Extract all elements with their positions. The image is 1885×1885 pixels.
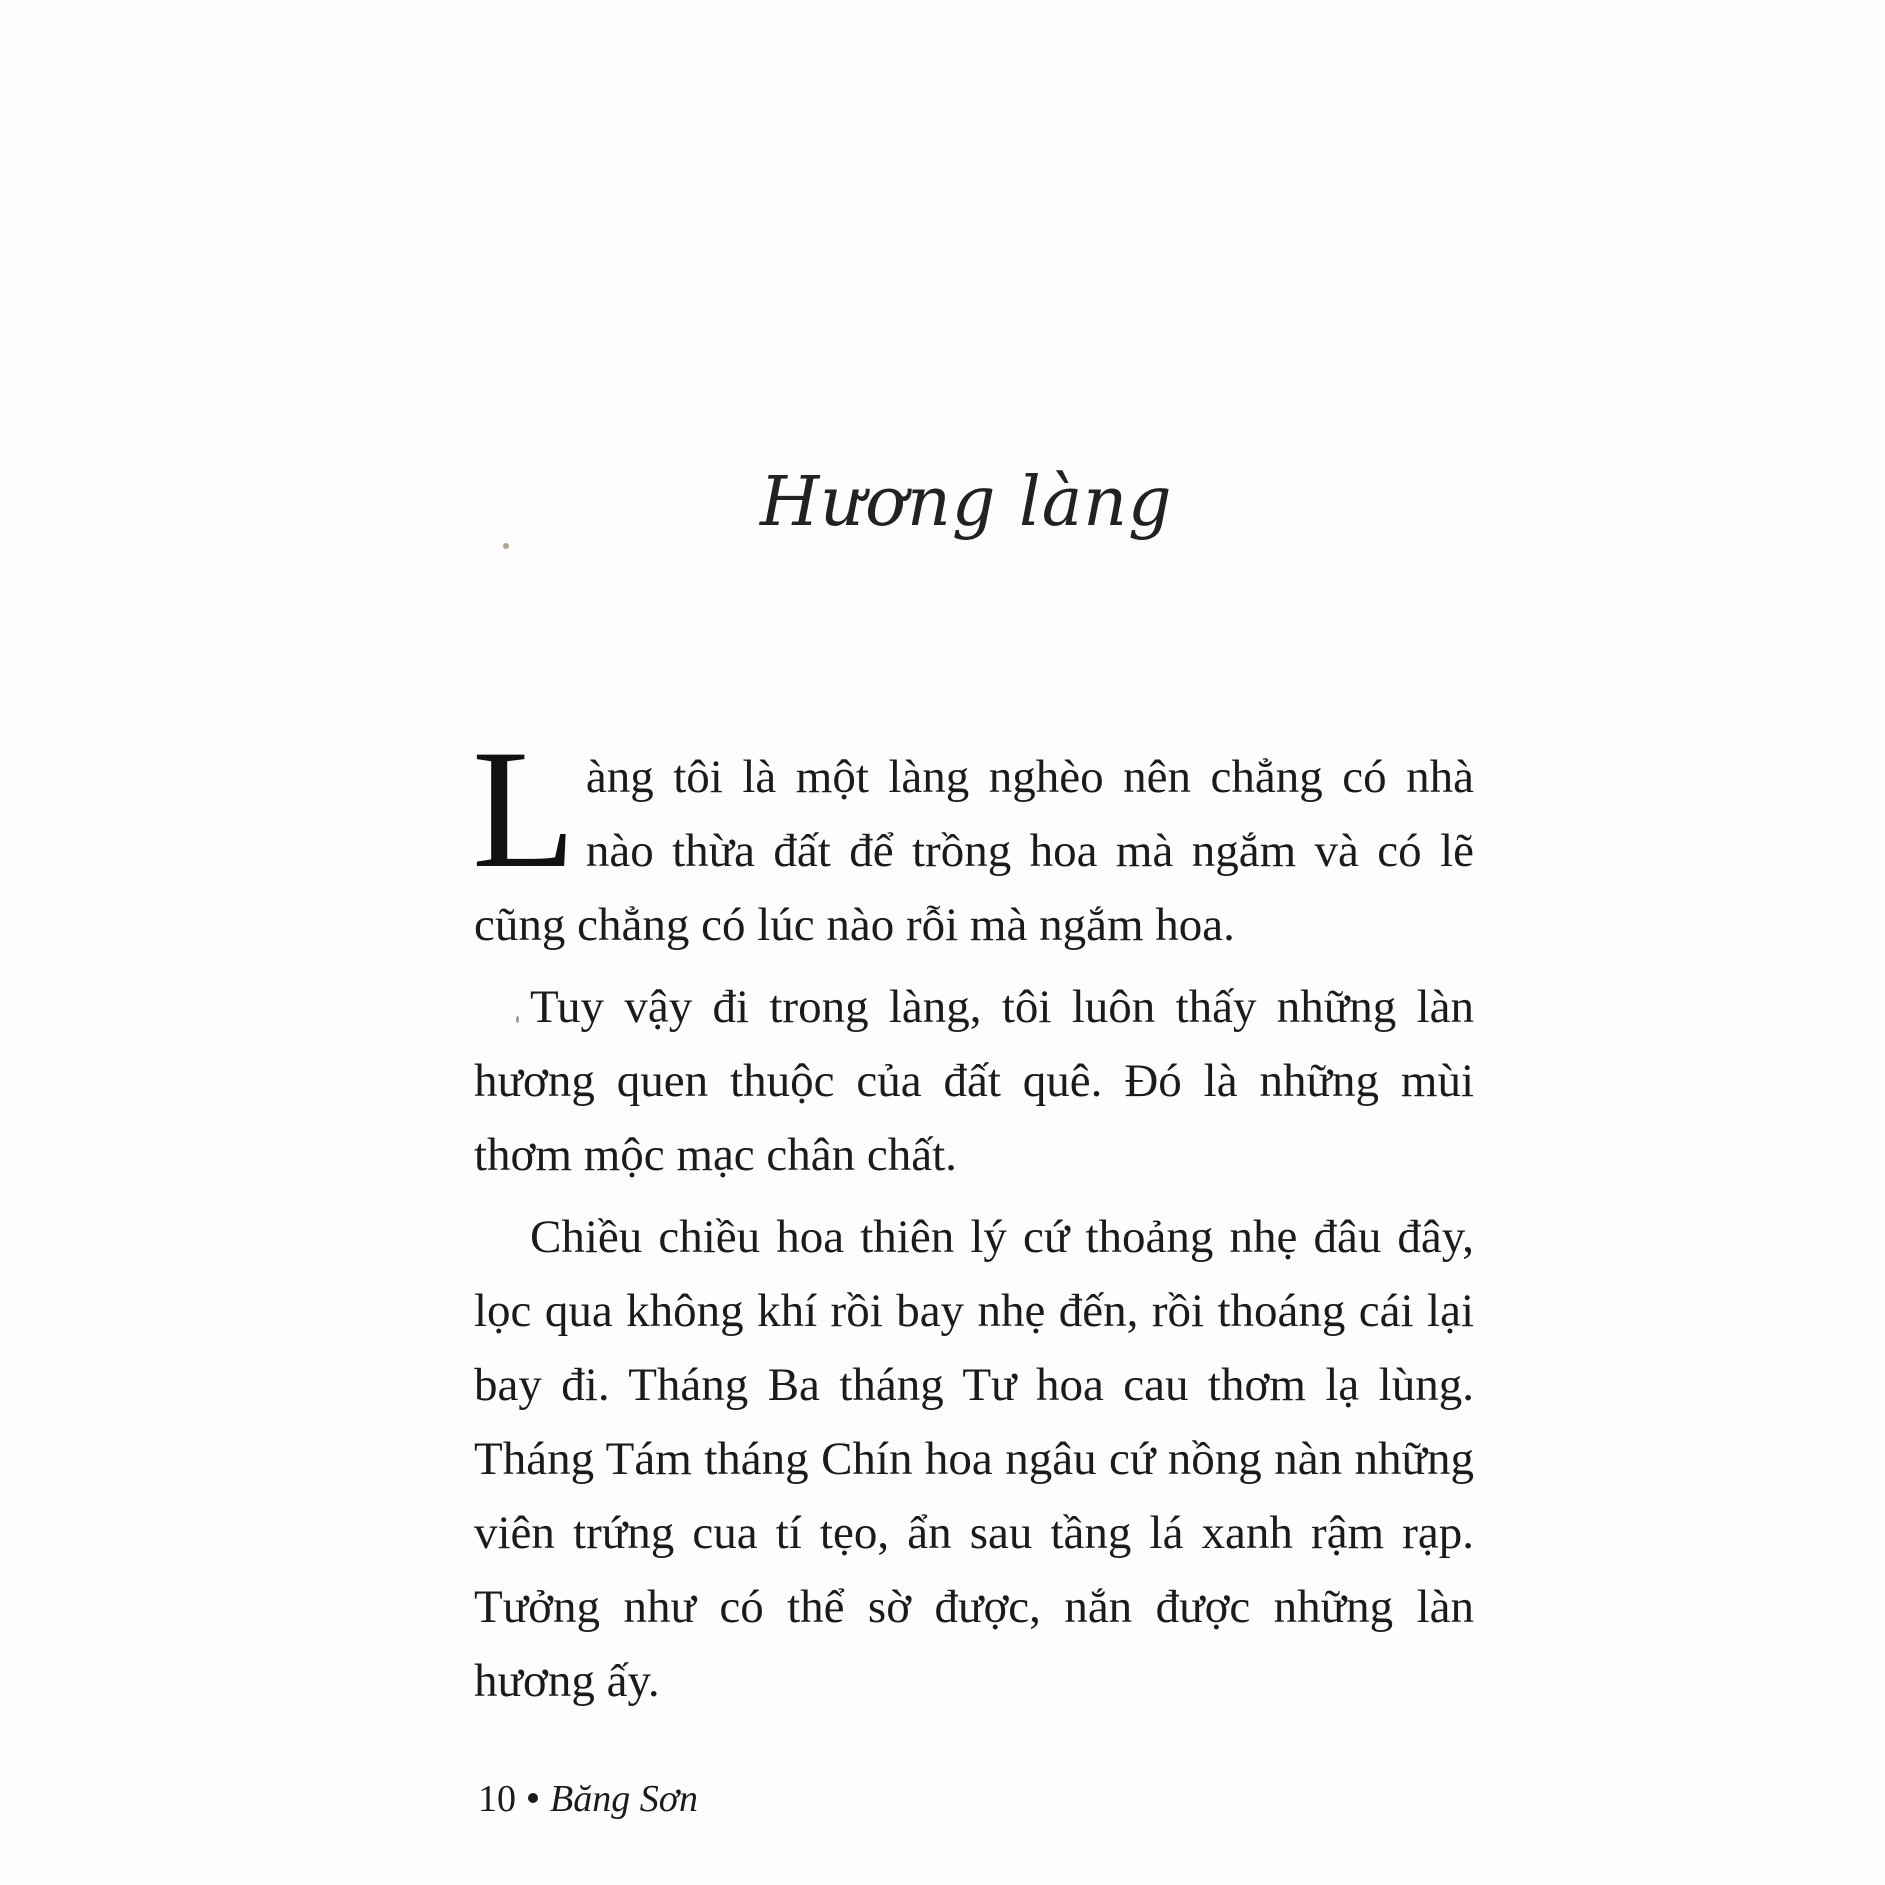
body-text bbox=[472, 715, 1474, 1718]
paragraph-1-text: àng tôi là một làng nghèo nên chẳng có nhà nào thừa đất để trồng hoa mà ngắm và có lẽ cũng chẳng có lúc nào rỗi mà ngắm hoa. bbox=[474, 751, 1474, 951]
paragraph-3: Chiều chiều hoa thiên lý cứ thoảng nhẹ đâu đây, lọc qua không khí rồi bay nhẹ đến, rồi thoáng cái lại bay đi. Tháng Ba tháng Tư hoa cau thơm lạ lùng. Tháng Tám tháng Chín hoa ngâu cứ nồng nàn những viên trứng cua tí tẹo, ẩn sau tầng lá xanh rậm rạp. Tưởng như có thể sờ được, nắn được những làn hương ấy. bbox=[474, 1211, 1474, 1707]
paragraph-2: Tuy vậy đi trong làng, tôi luôn thấy những làn hương quen thuộc của đất quê. Đó là những mùi thơm mộc mạc chân chất. bbox=[474, 981, 1474, 1181]
drop-cap: L bbox=[472, 715, 576, 903]
page-number: 10 bbox=[478, 1778, 516, 1820]
chapter-title: Hương làng bbox=[760, 463, 1173, 542]
bullet-separator bbox=[528, 1793, 538, 1803]
paper-speck bbox=[503, 543, 509, 549]
page-footer bbox=[478, 1775, 698, 1823]
author-name: Băng Sơn bbox=[550, 1778, 698, 1820]
paragraph-1 bbox=[472, 715, 1474, 962]
